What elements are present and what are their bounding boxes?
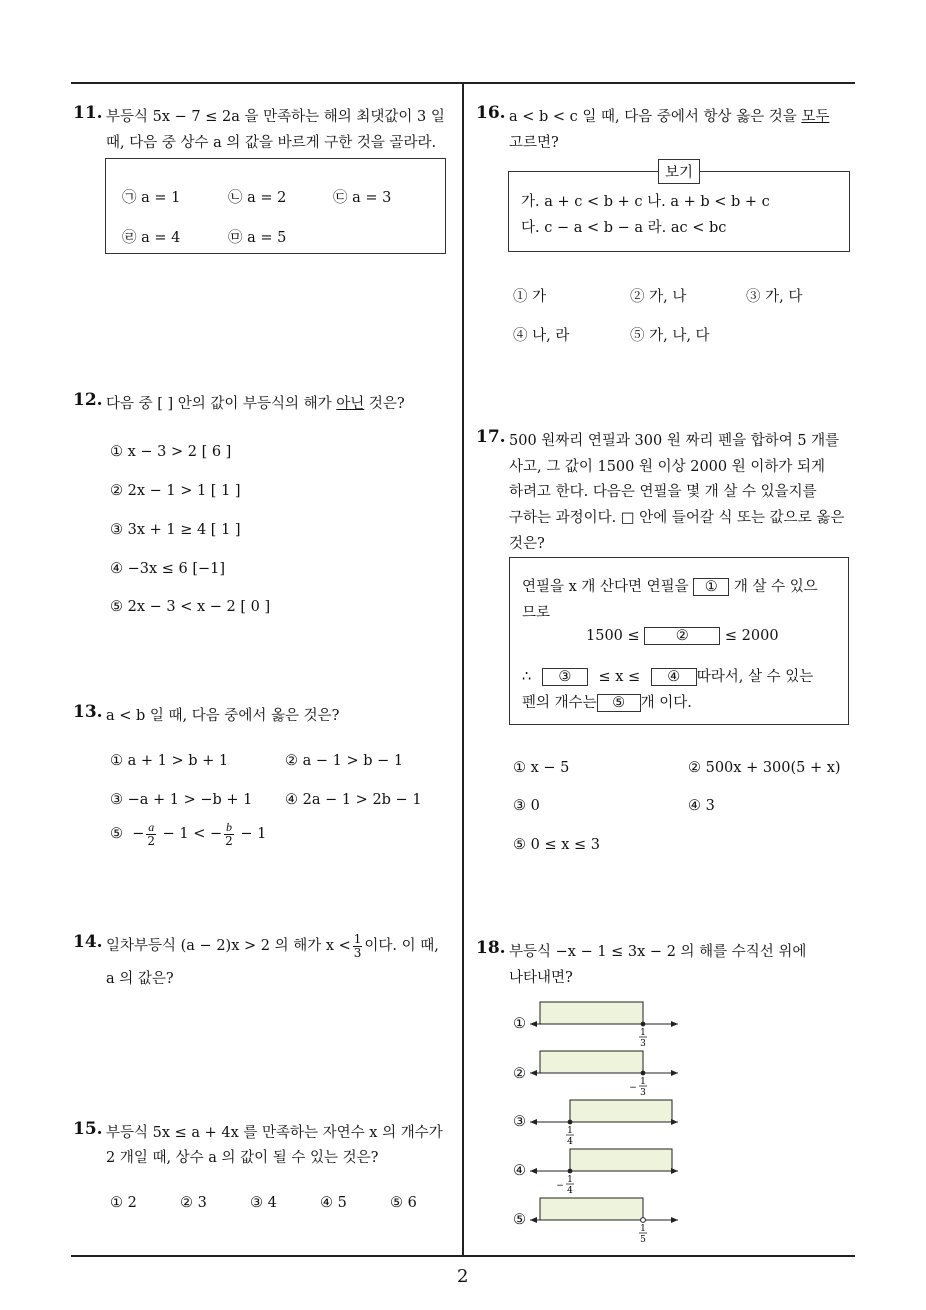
option-5[interactable]: ⑤ 가, 나, 다	[630, 328, 710, 344]
arrow-right	[671, 1070, 678, 1076]
question-number: 16.	[476, 103, 506, 123]
line1-before: a < b < c 일 때, 다음 중에서 항상 옳은 것을	[509, 109, 802, 125]
arrow-right	[671, 1168, 678, 1174]
option-5-label[interactable]: ⑤	[513, 1212, 526, 1228]
number-line-5[interactable]	[530, 1192, 680, 1246]
frac-denominator: 3	[353, 945, 362, 960]
question-text-after: 것은?	[364, 396, 405, 412]
fraction-a-over-2	[146, 821, 156, 847]
box-line1-before: 연필을 x 개 산다면 연필을	[522, 579, 689, 595]
boundary-point	[641, 1218, 646, 1223]
arrow-left	[530, 1217, 537, 1223]
option-2[interactable]: ② 가, 나	[630, 289, 687, 305]
box-line3-left: 1500 ≤	[586, 628, 640, 644]
question-text-line2: 2 개일 때, 상수 a 의 값이 될 수 있는 것은?	[106, 1150, 379, 1166]
option-3[interactable]: ③ 4	[250, 1195, 277, 1211]
box-line4	[522, 665, 813, 686]
frac-numerator: 1	[353, 932, 362, 946]
arrow-left	[530, 1119, 537, 1125]
question-text	[106, 392, 405, 413]
option-4[interactable]: ④ 나, 라	[513, 328, 570, 344]
line1-after: 이다. 이 때,	[364, 938, 439, 955]
blank-4: ④	[651, 668, 697, 686]
option-3-label[interactable]: ③	[513, 1114, 526, 1130]
option-4-label[interactable]: ④	[513, 1163, 526, 1179]
tick-denominator: 4	[567, 1137, 573, 1147]
bottom-rule	[71, 1255, 855, 1257]
question-text-line2: 때, 다음 중 상수 a 의 값을 바르게 구한 것을 골라라.	[106, 135, 437, 151]
option-2-label[interactable]: ②	[513, 1066, 526, 1082]
option-2[interactable]: ② a − 1 > b − 1	[285, 753, 404, 769]
underlined-word: 모두	[801, 109, 830, 125]
bogi-line2: 다. c − a < b − a 라. ac < bc	[521, 220, 727, 236]
question-text-line2: 고르면?	[509, 135, 559, 151]
question-text-before: 다음 중 [ ] 안의 값이 부등식의 해가	[106, 396, 337, 412]
blank-5: ⑤	[597, 694, 641, 712]
tick-numerator: 1	[640, 1077, 646, 1087]
option-5[interactable]: ⑤ 2x − 3 < x − 2 [ 0 ]	[110, 599, 271, 615]
box-line4-mid: ≤ x ≤	[598, 669, 641, 685]
minus-sign: −	[132, 826, 145, 843]
question-text-line4: 구하는 과정이다. □ 안에 들어갈 식 또는 값으로 옳은	[509, 510, 845, 526]
tick-denominator: 3	[640, 1039, 646, 1048]
option-2[interactable]: ② 500x + 300(5 + x)	[688, 760, 841, 776]
tick-sign: −	[556, 1181, 564, 1191]
solution-region	[570, 1149, 672, 1171]
arrow-left	[530, 1070, 537, 1076]
bogi-title: 보기	[658, 159, 700, 184]
question-text-line1: 부등식 5x − 7 ≤ 2a 을 만족하는 해의 최댓값이 3 일	[106, 109, 445, 125]
number-line-4[interactable]	[530, 1143, 680, 1197]
solution-region	[540, 1051, 643, 1073]
boundary-point	[641, 1022, 646, 1027]
box-line2: 므로	[522, 605, 551, 621]
arrow-right	[671, 1021, 678, 1027]
option-4[interactable]: ④ 2a − 1 > 2b − 1	[285, 792, 422, 808]
arrow-left	[530, 1021, 537, 1027]
option-2[interactable]: ② 3	[180, 1195, 207, 1211]
tick-numerator: 1	[567, 1126, 573, 1136]
question-text: a < b 일 때, 다음 중에서 옳은 것은?	[106, 708, 340, 724]
question-number: 11.	[73, 103, 103, 123]
choice-1: ㉠ a = 1	[122, 190, 181, 206]
tick-numerator: 1	[567, 1175, 573, 1185]
question-text-line2: a 의 값은?	[106, 971, 174, 987]
option-1[interactable]: ① x − 3 > 2 [ 6 ]	[110, 444, 232, 460]
number-line-1[interactable]	[530, 996, 680, 1048]
arrow-left	[530, 1168, 537, 1174]
frac-denominator: 2	[225, 833, 233, 848]
option-3[interactable]: ③ 0	[513, 798, 540, 814]
question-number: 12.	[73, 390, 103, 410]
box-line3	[586, 627, 779, 645]
choice-5: ㉤ a = 5	[228, 230, 287, 246]
therefore-sign: ∴	[522, 669, 532, 685]
question-text-line1	[509, 105, 829, 126]
tick-sign: −	[629, 1083, 637, 1093]
choice-4: ㉣ a = 4	[122, 230, 181, 246]
option-1[interactable]: ① 2	[110, 1195, 137, 1211]
frac-denominator: 2	[147, 833, 156, 848]
option-3[interactable]: ③ 3x + 1 ≥ 4 [ 1 ]	[110, 522, 241, 538]
option-1[interactable]: ① x − 5	[513, 760, 570, 776]
question-text-line5: 것은?	[509, 536, 545, 552]
option-5[interactable]: ⑤ 6	[390, 1195, 417, 1211]
bogi-line1: 가. a + c < b + c 나. a + b < b + c	[521, 194, 770, 210]
solution-region	[540, 1002, 643, 1024]
box-line3-right: ≤ 2000	[724, 628, 779, 644]
boundary-point	[641, 1071, 646, 1076]
question-text-line1	[106, 933, 439, 959]
box-line1-after: 개 살 수 있으	[733, 579, 818, 595]
tick-denominator: 5	[640, 1235, 646, 1245]
box-line5-before: 펜의 개수는	[522, 695, 597, 711]
option-5-end: − 1	[235, 826, 267, 843]
box-line1	[522, 575, 818, 596]
tick-denominator: 4	[567, 1186, 573, 1196]
fraction-one-third	[353, 933, 363, 959]
box-line4-after: 따라서, 살 수 있는	[696, 669, 814, 685]
underlined-word: 아닌	[336, 396, 365, 412]
question-number: 18.	[476, 938, 506, 958]
choice-2: ㉡ a = 2	[228, 190, 287, 206]
fraction-b-over-2	[224, 821, 234, 847]
number-line-2[interactable]	[530, 1045, 680, 1099]
blank-1: ①	[693, 578, 729, 596]
arrow-right	[671, 1217, 678, 1223]
question-text-line3: 하려고 한다. 다음은 연필을 몇 개 살 수 있을지를	[509, 484, 817, 500]
solution-region	[540, 1198, 643, 1220]
frac-numerator: b	[225, 820, 232, 834]
line1-before: 일차부등식 (a − 2)x > 2 의 해가 x <	[106, 938, 351, 955]
option-2[interactable]: ② 2x − 1 > 1 [ 1 ]	[110, 483, 241, 499]
option-1-label[interactable]: ①	[513, 1016, 526, 1032]
option-1[interactable]: ① 가	[513, 289, 547, 305]
tick-numerator: 1	[640, 1028, 646, 1038]
question-text-line1: 500 원짜리 연필과 300 원 짜리 펜을 합하여 5 개를	[509, 433, 840, 449]
option-5[interactable]	[110, 821, 266, 847]
option-5[interactable]: ⑤ 0 ≤ x ≤ 3	[513, 837, 600, 853]
option-1[interactable]: ① a + 1 > b + 1	[110, 753, 229, 769]
option-3[interactable]: ③ −a + 1 > −b + 1	[110, 792, 253, 808]
option-3[interactable]: ③ 가, 다	[746, 289, 803, 305]
arrow-right	[671, 1119, 678, 1125]
question-text-line1: 부등식 −x − 1 ≤ 3x − 2 의 해를 수직선 위에	[509, 944, 807, 960]
question-number: 17.	[476, 427, 506, 447]
column-divider	[462, 82, 464, 1256]
question-text-line2: 사고, 그 값이 1500 원 이상 2000 원 이하가 되게	[509, 459, 825, 475]
boundary-point	[568, 1120, 573, 1125]
blank-3: ③	[542, 668, 588, 686]
option-4[interactable]: ④ −3x ≤ 6 [−1]	[110, 561, 226, 577]
frac-numerator: a	[148, 820, 155, 834]
box-line5-after: 개 이다.	[640, 695, 692, 711]
tick-numerator: 1	[640, 1224, 646, 1234]
choice-3: ㉢ a = 3	[333, 190, 392, 206]
number-line-3[interactable]	[530, 1094, 680, 1148]
option-5-label: ⑤	[110, 826, 123, 843]
question-number: 14.	[73, 932, 103, 952]
tick-denominator: 3	[640, 1088, 646, 1098]
option-5-mid: − 1 < −	[158, 826, 223, 843]
option-4[interactable]: ④ 5	[320, 1195, 347, 1211]
boundary-point	[568, 1169, 573, 1174]
blank-2: ②	[644, 627, 720, 645]
question-text-line2: 나타내면?	[509, 970, 573, 986]
solution-region	[570, 1100, 672, 1122]
question-number: 15.	[73, 1119, 103, 1139]
page-number: 2	[457, 1266, 469, 1287]
question-number: 13.	[73, 702, 103, 722]
box-line5	[522, 691, 692, 712]
question-text-line1: 부등식 5x ≤ a + 4x 를 만족하는 자연수 x 의 개수가	[106, 1125, 443, 1141]
option-4[interactable]: ④ 3	[688, 798, 715, 814]
